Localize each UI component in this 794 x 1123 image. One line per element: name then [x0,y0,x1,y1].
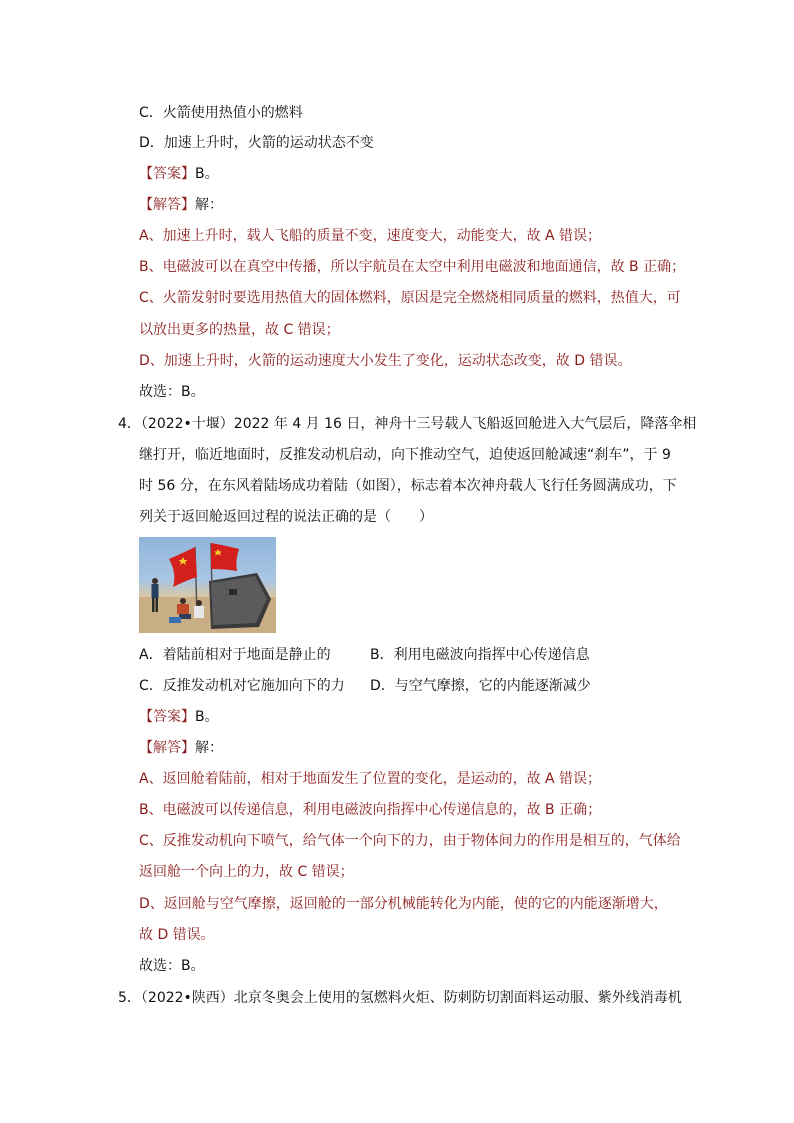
q4-option-a: A．着陆前相对于地面是静止的 [139,647,331,663]
answer-value: B。 [195,166,219,182]
flag-right [211,543,239,571]
q4-explain-c-line1: C、反推发动机向下喷气，给气体一个向下的力，由于物体间力的作用是相互的，气体给 [139,833,681,849]
q4-explain-d-line2: 故 D 错误。 [139,927,215,943]
capsule-landing-illustration [139,537,276,633]
q4-explain-a: A、返回舱着陆前，相对于地面发生了位置的变化，是运动的，故 A 错误； [139,771,602,787]
q4-stem-line3: 时 56 分，在东风着陆场成功着陆（如图），标志着本次神舟载人飞行任务圆满成功，下 [139,478,677,494]
q4-option-d: D．与空气摩擦，它的内能逐渐减少 [370,678,591,694]
q4-stem-line1: 4．（2022•十堰）2022 年 4 月 16 日，神舟十三号载人飞船返回舱进入大气层后，降落伞相 [118,416,697,432]
q4-answer [139,707,219,727]
analysis-tag: 【解答】 [139,197,195,213]
flag-left [169,547,197,587]
q4-analysis-heading [139,738,223,758]
answer-tag: 【答案】 [139,709,195,725]
q3-explain-c-line2: 以放出更多的热量，故 C 错误； [139,322,340,338]
q4-explain-d-line1: D、返回舱与空气摩擦，返回舱的一部分机械能转化为内能，使的它的内能逐渐增大， [139,896,668,912]
q5-stem-line1: 5．（2022•陕西）北京冬奥会上使用的氢燃料火炬、防刺防切割面料运动服、紫外线消毒机 [118,990,682,1006]
q4-explain-c-line2: 返回舱一个向上的力，故 C 错误； [139,864,354,880]
capsule-landing-photo [139,537,276,633]
q3-option-d: D．加速上升时，火箭的运动状态不变 [139,135,374,151]
q3-conclusion: 故选：B。 [139,384,205,400]
q3-answer [139,164,219,184]
analysis-suffix: 解： [195,197,223,213]
q4-explain-b: B、电磁波可以传递信息，利用电磁波向指挥中心传递信息的，故 B 正确； [139,802,602,818]
q3-explain-c-line1: C、火箭发射时要选用热值大的固体燃料，原因是完全燃烧相同质量的燃料，热值大，可 [139,290,681,306]
analysis-suffix: 解： [195,740,223,756]
person-standing [152,578,158,584]
q4-option-b: B．利用电磁波向指挥中心传递信息 [370,647,590,663]
answer-value: B。 [195,709,219,725]
q3-explain-d: D、加速上升时，火箭的运动速度大小发生了变化，运动状态改变，故 D 错误。 [139,353,632,369]
q3-analysis-heading [139,195,223,215]
q4-stem-line2: 继打开，临近地面时，反推发动机启动，向下推动空气，迫使返回舱减速“刹车”，于 9 [139,447,671,463]
person-kneeling [180,598,186,604]
q4-stem-line4: 列关于返回舱返回过程的说法正确的是（ ） [139,509,433,525]
q3-explain-b: B、电磁波可以在真空中传播，所以宇航员在太空中利用电磁波和地面通信，故 B 正确； [139,259,686,275]
answer-tag: 【答案】 [139,166,195,182]
q3-explain-a: A、加速上升时，载人飞船的质量不变，速度变大，动能变大，故 A 错误； [139,228,602,244]
analysis-tag: 【解答】 [139,740,195,756]
q3-option-c: C．火箭使用热值小的燃料 [139,105,303,121]
q4-conclusion: 故选：B。 [139,958,205,974]
q4-option-c: C．反推发动机对它施加向下的力 [139,678,345,694]
